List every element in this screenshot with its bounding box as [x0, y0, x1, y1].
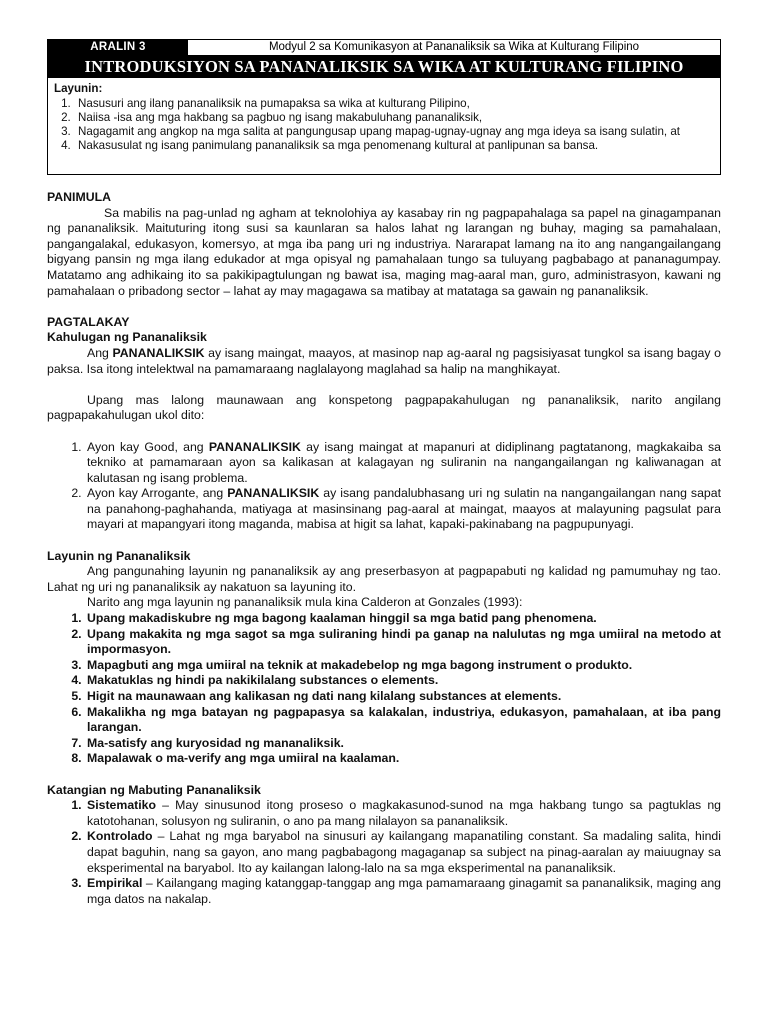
layunin-list	[47, 611, 721, 767]
lesson-number: ARALIN 3	[48, 40, 188, 55]
objectives	[48, 78, 720, 153]
layunin-heading: Layunin ng Pananaliksik	[47, 548, 191, 563]
layunin-item: 5. Higit na maunawaan ang kalikasan ng dati nang kilalang substances at elements.	[85, 689, 721, 705]
lesson-header-box	[47, 39, 721, 175]
katangian-list	[47, 798, 721, 907]
definition-item: 2. Ayon kay Arrogante, ang PANANALIKSIK ay isang pandalubhasang uri ng sulatin na nangangailangan nang sapat na panahong-paghahanda, matiyaga at masinsinang pag-aaral at maingat, maayos at malayuning pagsulat para mayari at mapangyari itong maganda, mabisa at higit sa lahat, kapaki-pakinabang na pagpupunyagi.	[85, 486, 721, 533]
layunin-item: 8. Mapalawak o ma-verify ang mga umiiral na kaalaman.	[85, 751, 721, 767]
objective-item: 4. Nakasusulat ng isang panimulang pananaliksik sa mga penomenang kultural at panlipunan sa bansa.	[74, 139, 712, 153]
layunin-item: 2. Upang makakita ng mga sagot sa mga suliraning hindi pa ganap na nalulutas ng mga umiiral na metodo at impormasyon.	[85, 627, 721, 658]
layunin-item: 3. Mapagbuti ang mga umiiral na teknik at makadebelop ng mga bagong instrument o produkto.	[85, 658, 721, 674]
objectives-label: Layunin:	[54, 82, 103, 95]
keyword: PANANALIKSIK	[112, 345, 205, 360]
objective-item: 1. Nasusuri ang ilang pananaliksik na pumapaksa sa wika at kulturang Pilipino,	[74, 97, 712, 111]
kahulugan-heading: Kahulugan ng Pananaliksik	[47, 330, 207, 345]
objective-item: 2. Naiisa -isa ang mga hakbang sa pagbuo ng isang makabuluhang pananaliksik,	[74, 111, 712, 125]
module-title: Modyul 2 sa Komunikasyon at Pananaliksik sa Wika at Kulturang Filipino	[268, 41, 640, 53]
definitions-list	[47, 440, 721, 534]
definition-paragraph: Ang PANANALIKSIK ay isang maingat, maayos, at masinop nap ag-aaral ng pagsisiyasat tungkol sa isang bagay o paksa. Isa itong intelektwal na pamamaraang naglalayong maglahad sa halip na manghikayat.	[47, 345, 722, 376]
layunin-item: 7. Ma-satisfy ang kuryosidad ng mananaliksik.	[85, 736, 721, 752]
layunin-item: 6. Makalikha ng mga batayan ng pagpapasya sa kalakalan, industriya, edukasyon, pamahalaan, at iba pang larangan.	[85, 705, 721, 736]
layunin-intro: Narito ang mga layunin ng pananaliksik mula kina Calderon at Gonzales (1993):	[87, 595, 523, 610]
lesson-title: INTRODUKSIYON SA PANANALIKSIK SA WIKA AT KULTURANG FILIPINO	[48, 55, 720, 78]
layunin-item: 1. Upang makadiskubre ng mga bagong kaalaman hinggil sa mga batid pang phenomena.	[85, 611, 721, 627]
definitions-intro: Upang mas lalong maunawaan ang konspetong pagpapakahulugan ng pananaliksik, narito angilang pagpapakahulugan ukol dito:	[47, 392, 721, 423]
katangian-item: 3. Empirikal – Kailangang maging katanggap-tanggap ang mga pamamaraang ginagamit sa pananaliksik, maging ang mga datos na nakalap.	[85, 876, 721, 907]
document-body	[47, 190, 721, 907]
objective-item: 3. Nagagamit ang angkop na mga salita at pangungusap upang mapag-ugnay-ugnay ang mga ideya sa isang sulatin, at	[74, 125, 712, 139]
objectives-list	[54, 97, 712, 153]
panimula-paragraph: Sa mabilis na pag-unlad ng agham at teknolohiya ay kasabay rin ng pagpapahalaga sa papel na ginagampanan ng pananaliksik. Maituturing itong susi sa kaunlaran sa halos lahat ng larangan ng buhay, maging sa pamahalaan, pangangalakal, edukasyon, komersyo, at mga iba pang uri ng industriya. Nararapat lamang na ito ang nangangailangang bigyang pansin ng mga ilang edukador at mga opisyal ng pamahalaan tungo sa tuluyang pagbabago at pananagumpay. Matatamo ang adhikaing ito sa pakikipagtulungan ng bawat isa, maging mag-aaral man, guro, administrasyon, kawani ng pamahalaan o pribadong sector – lahat ay may magagawa sa matibay at matataga sa gawain ng pananaliksik.	[47, 205, 721, 298]
layunin-item: 4. Makatuklas ng hindi pa nakikilalang substances o elements.	[85, 673, 721, 689]
katangian-heading: Katangian ng Mabuting Pananaliksik	[47, 782, 261, 797]
definition-item: 1. Ayon kay Good, ang PANANALIKSIK ay isang maingat at mapanuri at didiplinang pagtatanong, magkakaiba sa tekniko at pamamaraan ayon sa kalikasan at kalagayan ng suliranin na nangangailangan ng kaliwanagan at kalutasan ng isang problema.	[85, 440, 721, 487]
panimula-heading: PANIMULA	[47, 190, 111, 204]
pagtalakay-heading: PAGTALAKAY	[47, 314, 130, 329]
katangian-item: 2. Kontrolado – Lahat ng mga baryabol na sinusuri ay kailangang mapanatiling constant. Sa madaling salita, hindi dapat baguhin, nang sa gayon, ano mang pagbabagong magaganap sa subject na pinag-aaralan ay maiuugnay sa eksperimental na baryabol. Ito ay kailangan lalong-lalo na sa mga eksperimental na pananaliksik.	[85, 829, 721, 876]
header-top-row	[48, 40, 720, 55]
katangian-item: 1. Sistematiko – May sinusunod itong proseso o magkakasunod-sunod na mga hakbang tungo sa pagtuklas ng katotohanan, solusyon ng suliranin, o ano pa mang nilalayon sa pananaliksik.	[85, 798, 721, 829]
layunin-paragraph: Ang pangunahing layunin ng pananaliksik ay ang preserbasyon at pagpapabuti ng kalidad ng pamumuhay ng tao. Lahat ng uri ng pananaliksik ay nakatuon sa layuning ito.	[47, 564, 721, 594]
